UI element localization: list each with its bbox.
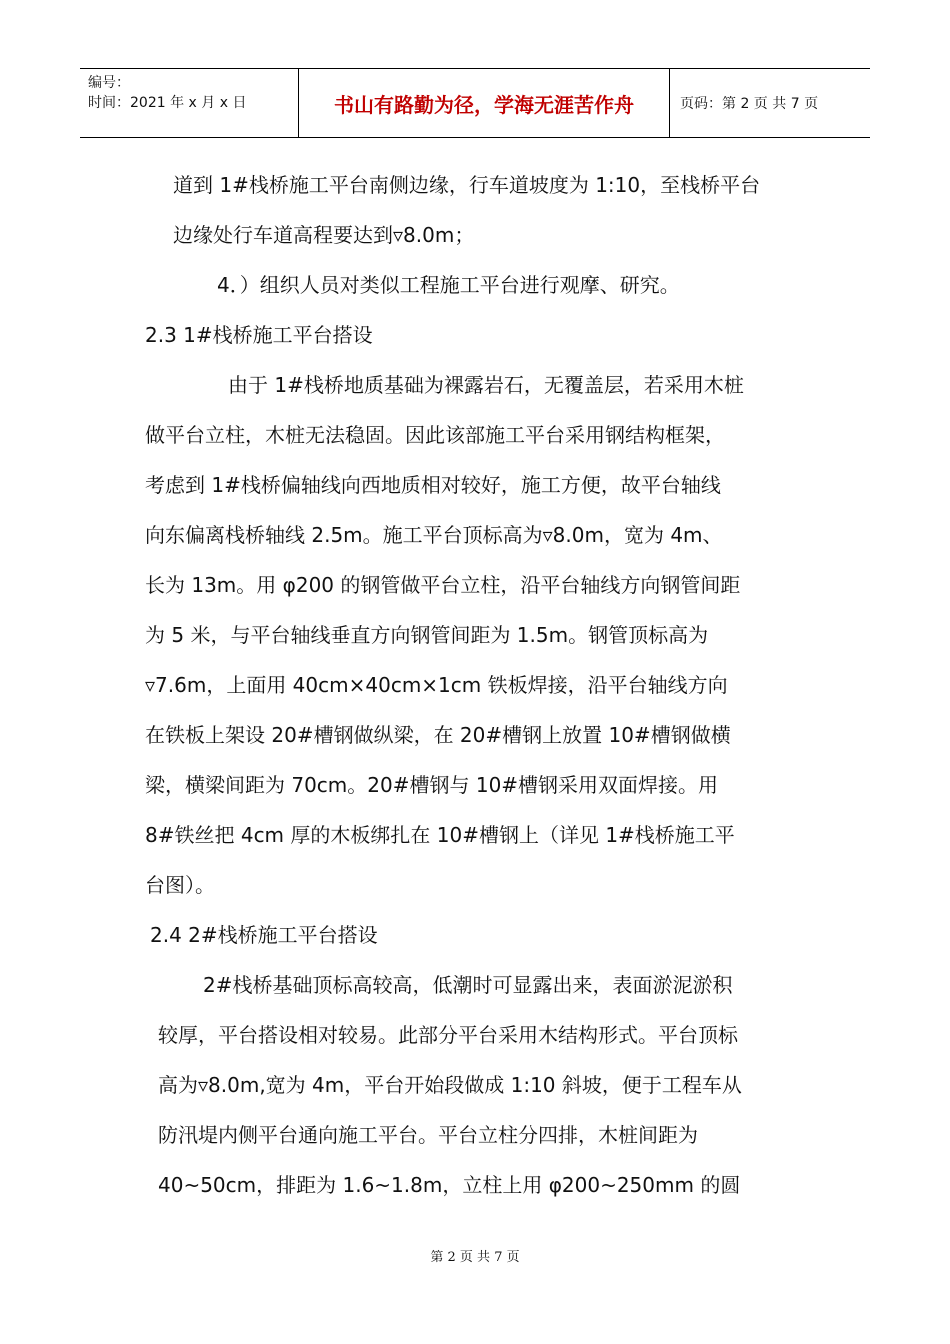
text-line: 梁，横梁间距为 70cm。20#槽钢与 10#槽钢采用双面焊接。用	[145, 773, 719, 797]
text-line: 防汛堤内侧平台通向施工平台。平台立柱分四排，木桩间距为	[158, 1123, 698, 1147]
date-label: 时间：2021 年 x 月 x 日	[88, 95, 247, 111]
text-line: 在铁板上架设 20#槽钢做纵梁，在 20#槽钢上放置 10#槽钢做横	[145, 723, 731, 747]
text-line: 考虑到 1#栈桥偏轴线向西地质相对较好，施工方便，故平台轴线	[145, 473, 721, 497]
text-line: 边缘处行车道高程要达到▿8.0m；	[173, 223, 475, 247]
text-line: 由于 1#栈桥地质基础为裸露岩石，无覆盖层，若采用木桩	[228, 373, 744, 397]
text-line: 2#栈桥基础顶标高较高，低潮时可显露出来，表面淤泥淤积	[203, 973, 733, 997]
text-line: 台图）。	[145, 873, 215, 897]
number-label: 编号：	[88, 75, 130, 91]
text-line: 高为▿8.0m,宽为 4m，平台开始段做成 1:10 斜坡，便于工程车从	[158, 1073, 742, 1097]
text-line: 道到 1#栈桥施工平台南侧边缘，行车道坡度为 1:10，至栈桥平台	[173, 173, 761, 197]
page-footer: 第 2 页 共 7 页	[430, 1250, 520, 1265]
text-line: ▿7.6m，上面用 40cm×40cm×1cm 铁板焊接，沿平台轴线方向	[145, 673, 728, 697]
header-meta	[80, 69, 299, 137]
section-heading: 2.4 2#栈桥施工平台搭设	[150, 923, 378, 947]
text-line: 8#铁丝把 4cm 厚的木板绑扎在 10#槽钢上（详见 1#栈桥施工平	[145, 823, 735, 847]
text-line: 较厚，平台搭设相对较易。此部分平台采用木结构形式。平台顶标	[158, 1023, 738, 1047]
text-line: 为 5 米，与平台轴线垂直方向钢管间距为 1.5m。钢管顶标高为	[145, 623, 709, 647]
page-header	[80, 68, 870, 138]
text-line: 长为 13m。用 φ200 的钢管做平台立柱，沿平台轴线方向钢管间距	[145, 573, 741, 597]
text-line: 做平台立柱，木桩无法稳固。因此该部施工平台采用钢结构框架，	[145, 423, 725, 447]
text-line: 向东偏离栈桥轴线 2.5m。施工平台顶标高为▿8.0m，宽为 4m、	[145, 523, 723, 547]
header-motto: 书山有路勤为径，学海无涯苦作舟	[299, 69, 670, 137]
section-heading: 2.3 1#栈桥施工平台搭设	[145, 323, 373, 347]
text-line: 4．）组织人员对类似工程施工平台进行观摩、研究。	[217, 273, 680, 297]
header-page-label: 页码：第 2 页 共 7 页	[680, 96, 819, 112]
text-line: 40~50cm，排距为 1.6~1.8m，立柱上用 φ200~250mm 的圆	[158, 1173, 741, 1197]
